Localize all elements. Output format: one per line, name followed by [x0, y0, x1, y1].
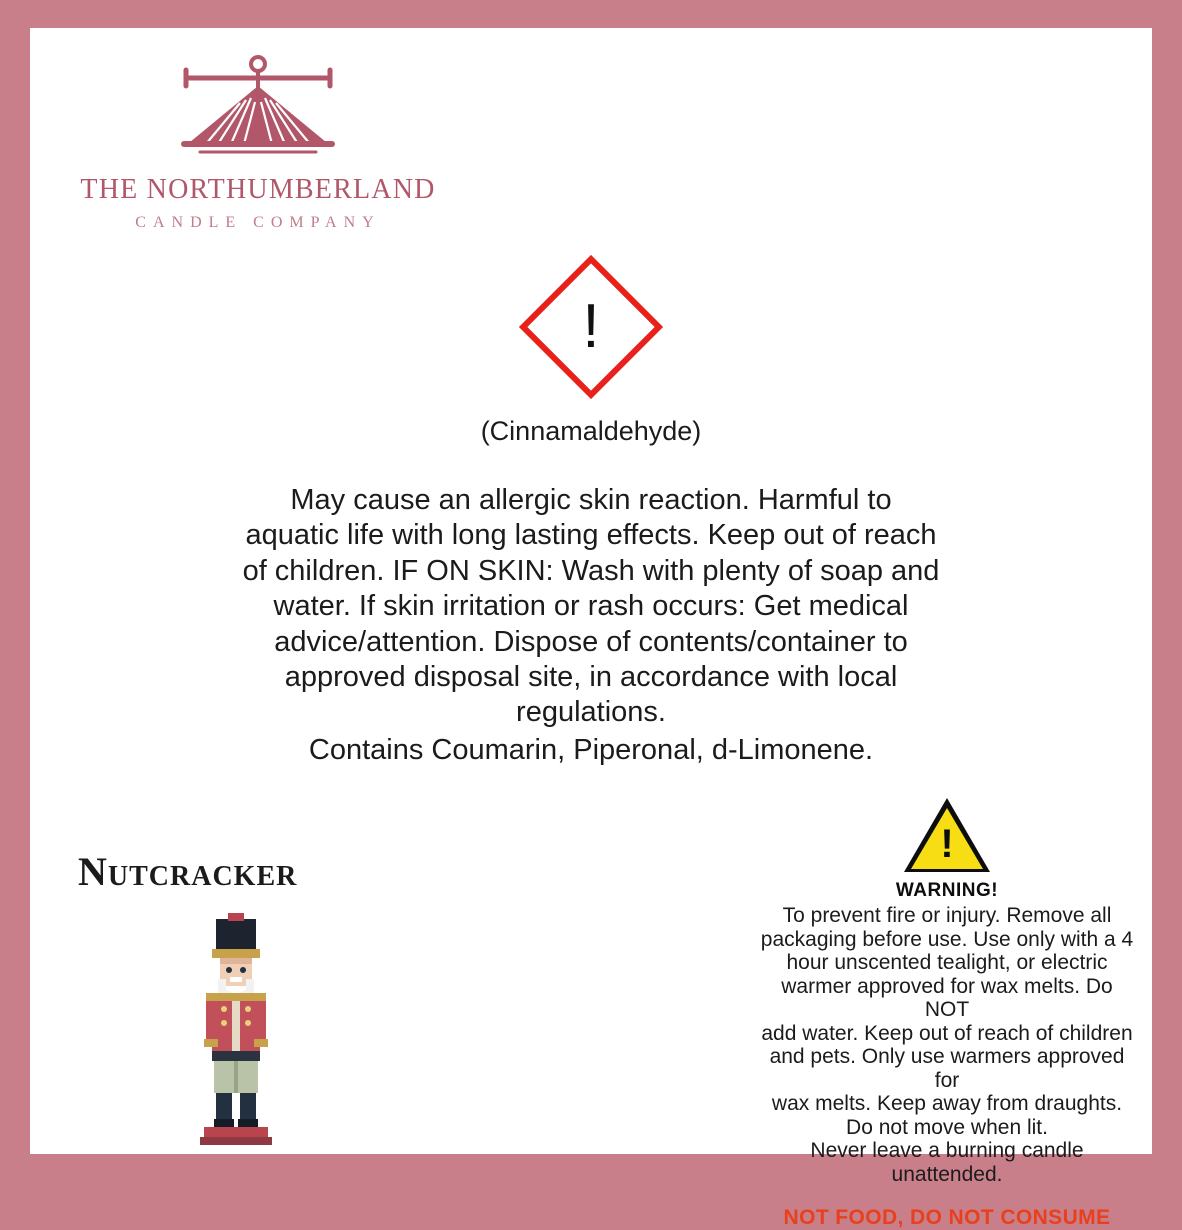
warning-body	[758, 904, 1136, 1186]
warning-line: To prevent fire or injury. Remove all	[782, 904, 1112, 927]
warning-title: WARNING!	[895, 880, 999, 901]
brand-subtitle: CANDLE COMPANY	[135, 214, 381, 231]
brand-logo	[58, 48, 458, 232]
not-food-warning: NOT FOOD, DO NOT CONSUME	[783, 1206, 1111, 1230]
ghs-pictogram	[30, 276, 1152, 383]
ghs-exclamation-pictogram-icon	[519, 255, 663, 399]
warning-exclamation-symbol: !	[940, 822, 954, 866]
warning-line: Do not move when lit.	[846, 1115, 1048, 1139]
ghs-exclamation-symbol: !	[582, 292, 600, 361]
warning-triangle-icon	[904, 798, 990, 872]
brand-name: THE NORTHUMBERLAND	[80, 174, 436, 205]
candle-snuffer-logo-icon	[128, 48, 388, 168]
nutcracker-figure-image	[176, 913, 296, 1148]
hazard-contains-text: Contains Coumarin, Piperonal, d-Limonene.	[308, 733, 874, 766]
warning-line: warmer approved for wax melts. Do NOT	[781, 974, 1113, 1022]
warning-line: and pets. Only use warmers approved for	[769, 1045, 1125, 1092]
hazard-statement-text: May cause an allergic skin reaction. Harmful to aquatic life with long lasting effects. Keep out of reach of children. IF ON SKIN: Wash with plenty of soap and water. If skin irritation or rash occurs: Get medical advice/attention. Dispose of contents/container to approved disposal site, in accordance with local regulations.	[242, 484, 940, 729]
warning-line: Never leave a burning candle unattended.	[810, 1139, 1084, 1186]
warning-line: wax melts. Keep away from draughts.	[771, 1092, 1123, 1116]
warning-line: hour unscented tealight, or electric	[786, 951, 1108, 975]
allergen-text: (Cinnamaldehyde)	[480, 416, 702, 446]
warning-block	[758, 798, 1136, 1230]
hazard-statement	[241, 483, 941, 768]
warning-line: add water. Keep out of reach of children	[761, 1021, 1133, 1045]
product-label-card	[30, 28, 1152, 1230]
warning-line: packaging before use. Use only with a 4	[760, 927, 1134, 951]
product-name: Nutcracker	[78, 849, 298, 894]
